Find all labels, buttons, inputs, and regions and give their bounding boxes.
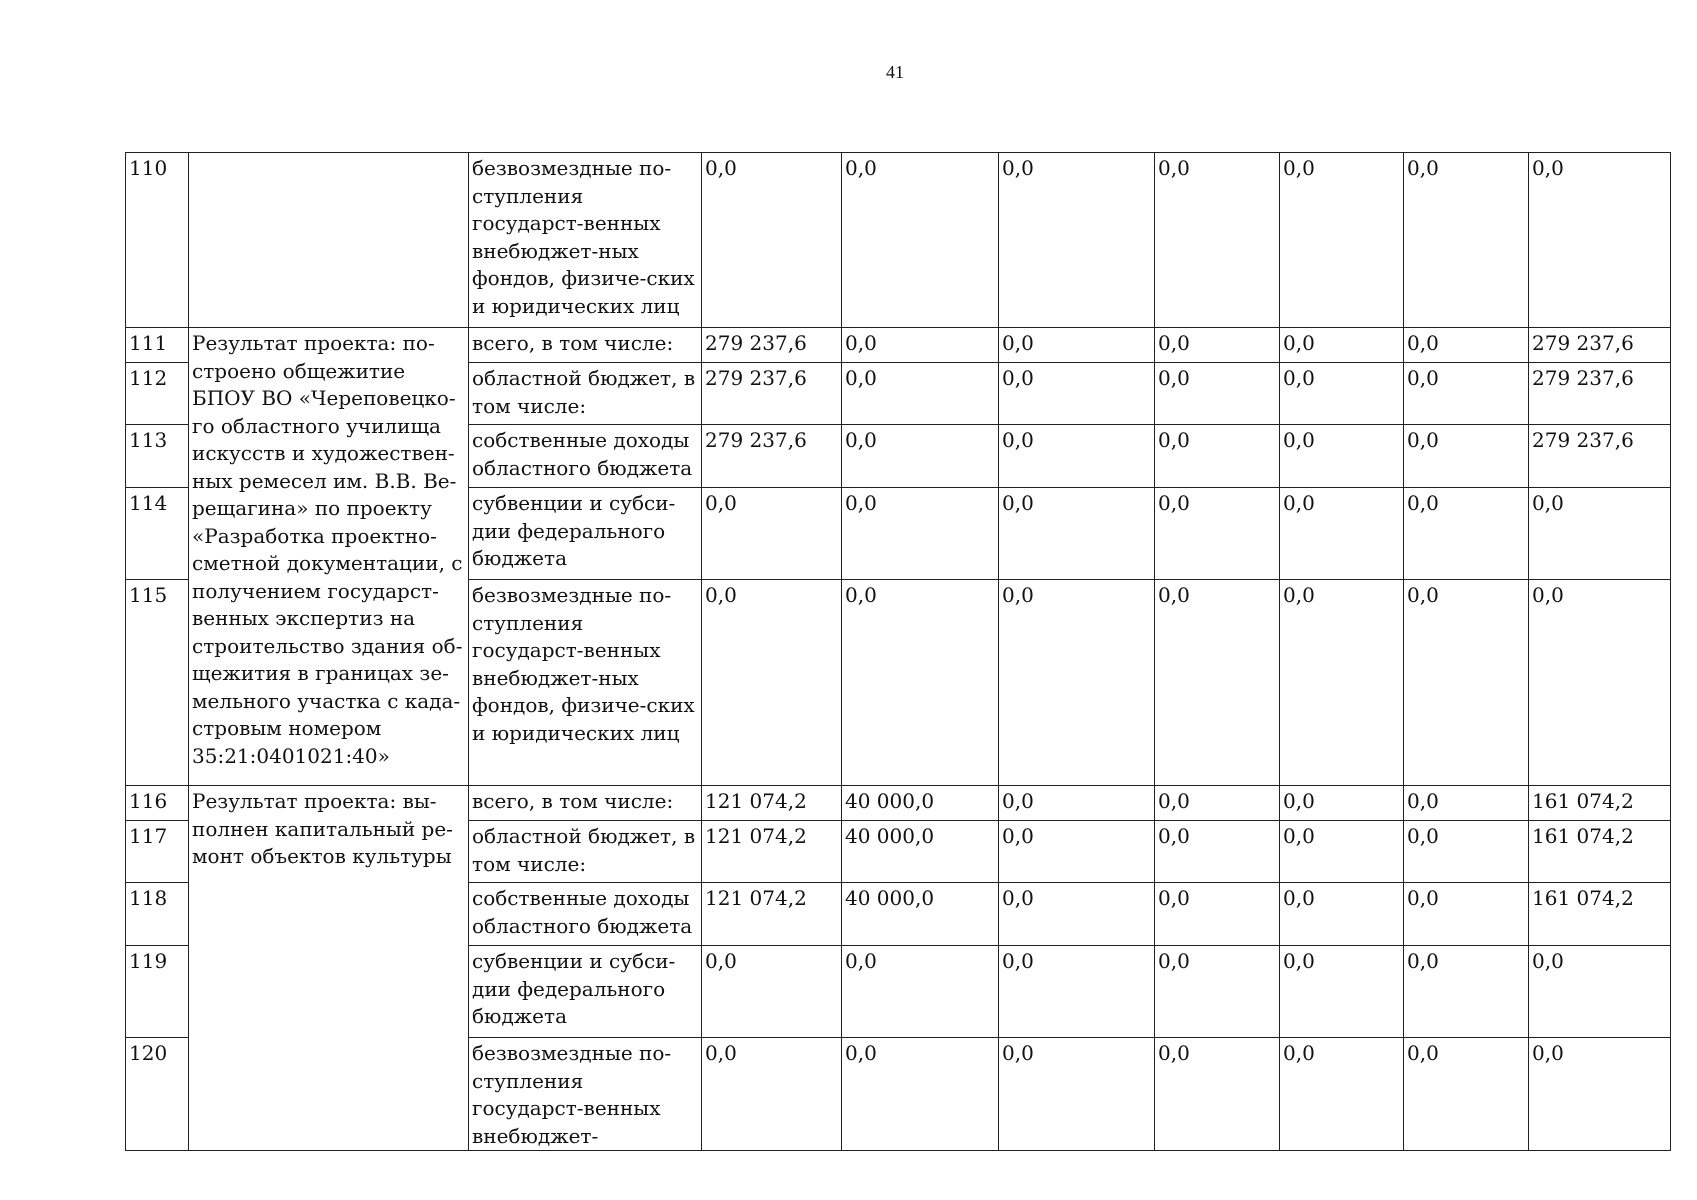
value-cell: 0,0 xyxy=(1404,153,1529,328)
value-cell: 0,0 xyxy=(1155,1038,1280,1151)
value-cell: 279 237,6 xyxy=(702,425,842,488)
value-cell: 161 074,2 xyxy=(1529,821,1671,883)
funding-source: областной бюджет, в том числе: xyxy=(469,821,702,883)
row-number: 120 xyxy=(126,1038,189,1151)
value-cell: 161 074,2 xyxy=(1529,786,1671,821)
value-cell: 0,0 xyxy=(1404,488,1529,580)
funding-source: субвенции и субси-дии федерального бюджета xyxy=(469,488,702,580)
value-cell: 0,0 xyxy=(1155,883,1280,946)
value-cell: 0,0 xyxy=(1529,946,1671,1038)
value-cell: 0,0 xyxy=(999,425,1155,488)
value-cell: 0,0 xyxy=(999,821,1155,883)
value-cell: 279 237,6 xyxy=(702,363,842,425)
value-cell: 121 074,2 xyxy=(702,821,842,883)
value-cell: 0,0 xyxy=(1529,153,1671,328)
value-cell: 279 237,6 xyxy=(1529,425,1671,488)
value-cell: 0,0 xyxy=(1155,425,1280,488)
row-number: 115 xyxy=(126,580,189,786)
value-cell: 0,0 xyxy=(1404,425,1529,488)
value-cell: 0,0 xyxy=(1155,786,1280,821)
value-cell: 0,0 xyxy=(1280,153,1404,328)
value-cell: 0,0 xyxy=(842,363,999,425)
row-number: 119 xyxy=(126,946,189,1038)
value-cell: 0,0 xyxy=(1529,580,1671,786)
value-cell: 0,0 xyxy=(999,946,1155,1038)
value-cell: 0,0 xyxy=(1404,580,1529,786)
funding-source: всего, в том числе: xyxy=(469,786,702,821)
value-cell: 0,0 xyxy=(702,1038,842,1151)
value-cell: 0,0 xyxy=(1404,786,1529,821)
value-cell: 279 237,6 xyxy=(1529,328,1671,363)
value-cell: 0,0 xyxy=(842,488,999,580)
value-cell: 0,0 xyxy=(702,580,842,786)
value-cell: 0,0 xyxy=(1155,363,1280,425)
value-cell: 0,0 xyxy=(1280,1038,1404,1151)
value-cell: 279 237,6 xyxy=(702,328,842,363)
value-cell: 0,0 xyxy=(1404,821,1529,883)
page-number: 41 xyxy=(886,62,904,82)
row-number: 118 xyxy=(126,883,189,946)
value-cell: 0,0 xyxy=(999,1038,1155,1151)
value-cell: 0,0 xyxy=(842,425,999,488)
funding-source: областной бюджет, в том числе: xyxy=(469,363,702,425)
row-number: 111 xyxy=(126,328,189,363)
value-cell: 0,0 xyxy=(1529,1038,1671,1151)
funding-source: собственные доходы областного бюджета xyxy=(469,883,702,946)
value-cell: 0,0 xyxy=(1404,1038,1529,1151)
value-cell: 0,0 xyxy=(1155,488,1280,580)
value-cell: 0,0 xyxy=(1280,883,1404,946)
budget-table xyxy=(125,152,1671,1151)
result-description: Результат проекта: вы-полнен капитальный ре-монт объектов культуры xyxy=(189,786,469,1151)
result-description-empty xyxy=(189,153,469,328)
value-cell: 0,0 xyxy=(999,580,1155,786)
value-cell: 0,0 xyxy=(999,883,1155,946)
row-number: 113 xyxy=(126,425,189,488)
funding-source: безвозмездные по-ступления государст-венных внебюджет-ных фондов, физиче-ских и юридических лиц xyxy=(469,580,702,786)
value-cell: 0,0 xyxy=(842,946,999,1038)
value-cell: 0,0 xyxy=(1155,153,1280,328)
value-cell: 40 000,0 xyxy=(842,821,999,883)
value-cell: 0,0 xyxy=(999,786,1155,821)
value-cell: 0,0 xyxy=(1404,328,1529,363)
value-cell: 0,0 xyxy=(999,363,1155,425)
value-cell: 0,0 xyxy=(842,580,999,786)
value-cell: 0,0 xyxy=(1280,821,1404,883)
value-cell: 0,0 xyxy=(1280,488,1404,580)
value-cell: 0,0 xyxy=(1155,328,1280,363)
value-cell: 0,0 xyxy=(1404,946,1529,1038)
value-cell: 0,0 xyxy=(842,153,999,328)
row-number: 116 xyxy=(126,786,189,821)
value-cell: 40 000,0 xyxy=(842,786,999,821)
funding-source: безвозмездные по-ступления государст-венных внебюджет- xyxy=(469,1038,702,1151)
value-cell: 0,0 xyxy=(702,488,842,580)
funding-source: безвозмездные по-ступления государст-венных внебюджет-ных фондов, физиче-ских и юридических лиц xyxy=(469,153,702,328)
value-cell: 0,0 xyxy=(1404,883,1529,946)
value-cell: 121 074,2 xyxy=(702,883,842,946)
value-cell: 0,0 xyxy=(1529,488,1671,580)
funding-source: субвенции и субси-дии федерального бюджета xyxy=(469,946,702,1038)
value-cell: 0,0 xyxy=(702,153,842,328)
value-cell: 0,0 xyxy=(842,328,999,363)
funding-source: собственные доходы областного бюджета xyxy=(469,425,702,488)
row-number: 114 xyxy=(126,488,189,580)
value-cell: 0,0 xyxy=(1155,821,1280,883)
table-row xyxy=(126,786,1671,821)
value-cell: 0,0 xyxy=(1280,425,1404,488)
value-cell: 0,0 xyxy=(1155,580,1280,786)
value-cell: 0,0 xyxy=(999,328,1155,363)
value-cell: 279 237,6 xyxy=(1529,363,1671,425)
result-description: Результат проекта: по-строено общежитие БПОУ ВО «Череповецко-го областного училища искусств и художествен-ных ремесел им. В.В. Ве-рещагина» по проекту «Разработка проектно-сметной документации, с получением государст-венных экспертиз на строительство здания об-щежития в границах зе-мельного участка с када-стровым номером 35:21:0401021:40» xyxy=(189,328,469,786)
funding-source: всего, в том числе: xyxy=(469,328,702,363)
value-cell: 0,0 xyxy=(1280,363,1404,425)
value-cell: 40 000,0 xyxy=(842,883,999,946)
row-number: 110 xyxy=(126,153,189,328)
value-cell: 0,0 xyxy=(999,153,1155,328)
value-cell: 121 074,2 xyxy=(702,786,842,821)
value-cell: 0,0 xyxy=(1280,946,1404,1038)
row-number: 112 xyxy=(126,363,189,425)
value-cell: 0,0 xyxy=(702,946,842,1038)
value-cell: 0,0 xyxy=(1404,363,1529,425)
value-cell: 0,0 xyxy=(1280,580,1404,786)
row-number: 117 xyxy=(126,821,189,883)
value-cell: 0,0 xyxy=(999,488,1155,580)
value-cell: 0,0 xyxy=(1155,946,1280,1038)
value-cell: 0,0 xyxy=(1280,328,1404,363)
value-cell: 0,0 xyxy=(1280,786,1404,821)
value-cell: 161 074,2 xyxy=(1529,883,1671,946)
table-row xyxy=(126,153,1671,328)
table-row xyxy=(126,328,1671,363)
value-cell: 0,0 xyxy=(842,1038,999,1151)
